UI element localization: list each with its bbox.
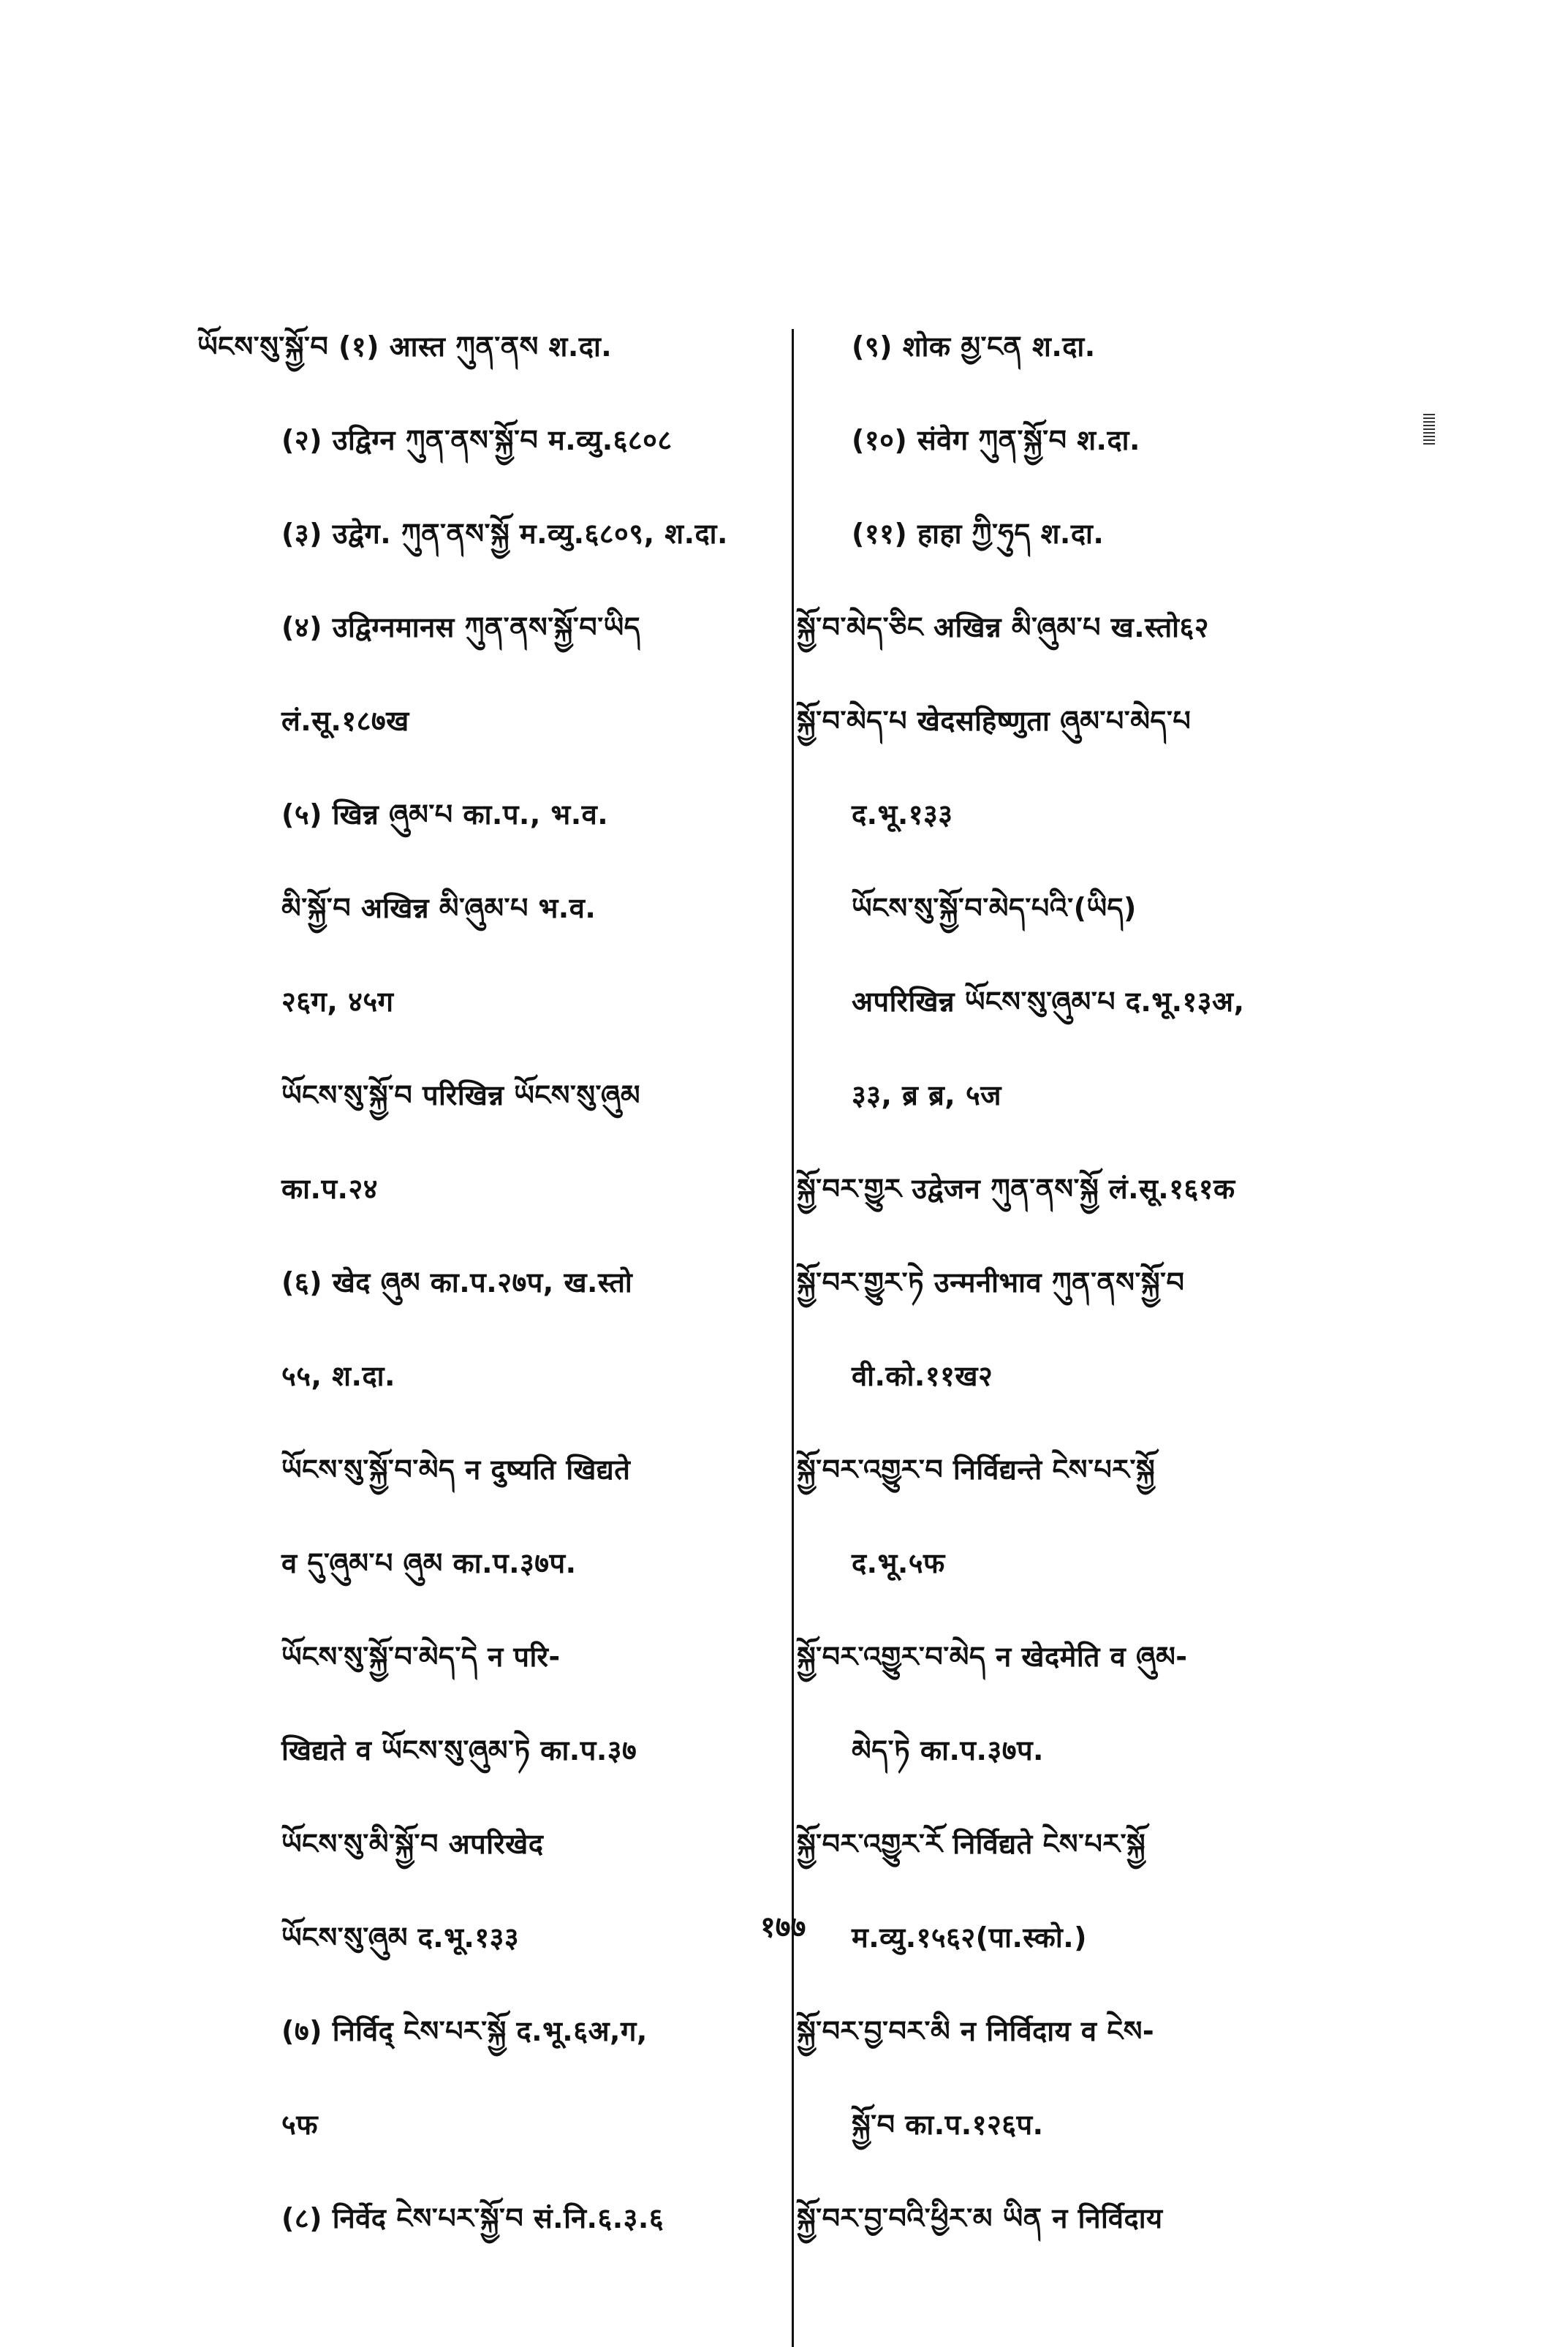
entry-line: (५) खिन्न ཞུམ་པ का.प., भ.व. bbox=[281, 798, 609, 831]
entry-line: ३३, ब्र ब्र, ५ज bbox=[852, 1079, 1001, 1111]
entry-line: अपरिखिन्न ཡོངས་སུ་ཞུམ་པ द.भू.१३अ, bbox=[852, 986, 1245, 1018]
entry-line: (८) निर्वेद ངེས་པར་སྐྱོ་བ सं.नि.६.३.६ bbox=[281, 2202, 664, 2234]
entry-line: སྐྱོ་བར་འགྱུར་བ་མེད न खेदमेति व ཞུམ- bbox=[797, 1641, 1188, 1673]
entry-line: (७) निर्विद् ངེས་པར་སྐྱོ द.भू.६अ,ग, bbox=[281, 2015, 648, 2047]
entry-line: (१०) संवेग ཀུན་སྐྱོ་བ श.दा. bbox=[852, 424, 1140, 456]
entry-line: म.व्यु.१५६२(पा.स्को.) bbox=[852, 1921, 1088, 1954]
column-divider bbox=[792, 329, 794, 2347]
entry-line: (३) उद्वेग. ཀུན་ནས་སྐྱོ म.व्यु.६८०९, श.दा. bbox=[281, 518, 728, 550]
entry-line: ཡོངས་སུ་སྐྱོ་བ परिखिन्न ཡོངས་སུ་ཞུམ bbox=[281, 1079, 641, 1111]
entry-line: སྐྱོ་བ་མེད་ཅིང अखिन्न མི་ཞུམ་པ ख.स्तो६२ bbox=[797, 611, 1209, 643]
entry-line: २६ग, ४५ग bbox=[281, 986, 394, 1018]
entry-line: (११) हाहा ཀྱི་ཧུད श.दा. bbox=[852, 518, 1105, 550]
margin-mark bbox=[1423, 414, 1435, 446]
entry-line: ཡོངས་སུ་སྐྱོ་བ་མེད་པའི་(ཡིད) bbox=[852, 892, 1137, 924]
entry-line: लं.सू.१८७ख bbox=[281, 705, 409, 737]
entry-line: མི་སྐྱོ་བ अखिन्न མི་ཞུམ་པ भ.व. bbox=[281, 892, 596, 924]
entry-line: वी.को.११ख२ bbox=[852, 1360, 993, 1392]
entry-line: སྐྱོ་བ་མེད་པ खेदसहिष्णुता ཞུམ་པ་མེད་པ bbox=[797, 705, 1192, 737]
entry-line: (९) शोक མྱ་ངན श.दा. bbox=[852, 330, 1096, 363]
entry-line: ཡོངས་སུ་སྐྱོ་བ་མེད न दुष्यति खिद्यते bbox=[281, 1454, 631, 1486]
entry-line: ཡོངས་སུ་མི་སྐྱོ་བ अपरिखेद bbox=[281, 1828, 544, 1860]
entry-line: (६) खेद ཞུམ का.प.२७प, ख.स्तो bbox=[281, 1266, 633, 1299]
entry-line: द.भू.१३३ bbox=[852, 798, 953, 831]
entry-line: སྐྱོ་བར་བྱ་བར་མི न निर्विदाय व ངེས- bbox=[797, 2015, 1155, 2047]
entry-line: སྐྱོ་བར་འགྱུར་བ निर्विद्यन्ते ངེས་པར་སྐྱོ bbox=[797, 1454, 1156, 1486]
entry-line: का.प.२४ bbox=[281, 1173, 379, 1205]
entry-line: སྐྱོ་བ का.प.१२६प. bbox=[852, 2109, 1044, 2141]
entry-line: ५फ bbox=[281, 2109, 319, 2141]
entry-line: ཡོངས་སུ་སྐྱོ་བ་མེད་དེ न परि- bbox=[281, 1641, 561, 1673]
entry-line: ५५, श.दा. bbox=[281, 1360, 395, 1392]
entry-line: (२) उद्विग्न ཀུན་ནས་སྐྱོ་བ म.व्यु.६८०८ bbox=[281, 424, 673, 456]
entry-line: व དུ་ཞུམ་པ ཞུམ का.प.३७प. bbox=[281, 1547, 577, 1579]
entry-line: खिद्यते व ཡོངས་སུ་ཞུམ་ཏེ का.प.३७ bbox=[281, 1734, 637, 1766]
entry-line: སྐྱོ་བར་བྱ་བའི་ཕྱིར་མ ཡིན न निर्विदाय bbox=[797, 2202, 1163, 2234]
entry-line: སྐྱོ་བར་གྱུར उद्वेजन ཀུན་ནས་སྐྱོ लं.सू.१६१क bbox=[797, 1173, 1235, 1205]
entry-line: ཡོངས་སུ་ཞུམ द.भू.१३३ bbox=[281, 1921, 520, 1954]
entry-line: द.भू.५फ bbox=[852, 1547, 945, 1579]
entry-line: མེད་ཏེ का.प.३७प. bbox=[852, 1734, 1044, 1766]
entry-line: ཡོངས་སུ་སྐྱོ་བ (१) आस्त ཀུན་ནས श.दा. bbox=[197, 330, 613, 363]
entry-line: (४) उद्विग्नमानस ཀུན་ནས་སྐྱོ་བ་ཡིད bbox=[281, 611, 641, 643]
entry-line: སྐྱོ་བར་འགྱུར་རོ निर्विद्यते ངེས་པར་སྐྱོ bbox=[797, 1828, 1146, 1860]
entry-line: སྐྱོ་བར་གྱུར་ཏེ उन्मनीभाव ཀུན་ནས་སྐྱོ་བ bbox=[797, 1266, 1185, 1299]
page-number: १७७ bbox=[760, 1911, 806, 1944]
